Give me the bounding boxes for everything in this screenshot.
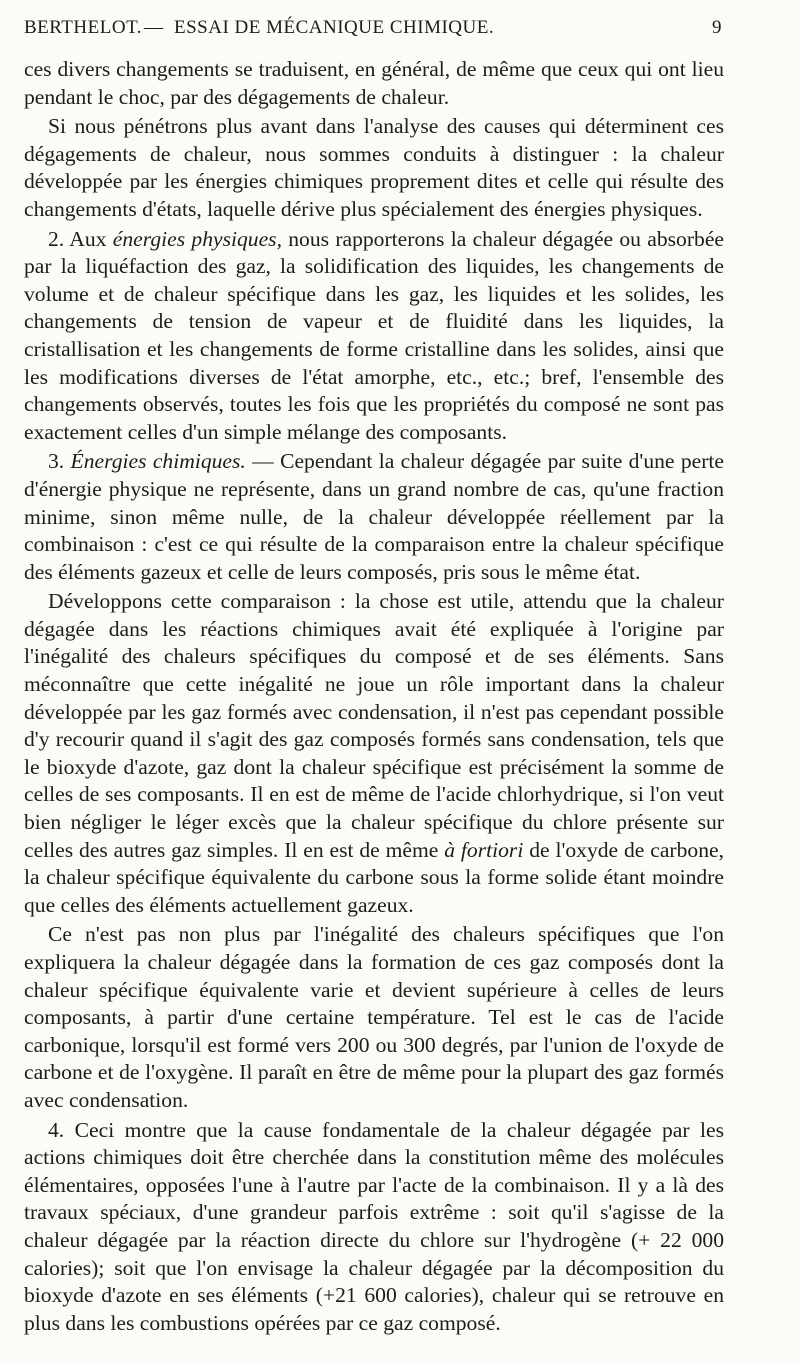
header-separator: — [144, 17, 164, 38]
section-number: 2. [48, 226, 65, 251]
paragraph-section-2 [24, 226, 724, 447]
paragraph-text: nous rapporterons la chaleur dégagée ou absorbée par la liquéfaction des gaz, la solidification des liquides, les changements de volume et de chaleur spécifique dans les gaz, les liquides et les solides, les changements de tension de vapeur et de fluidité dans les liquides, la cristallisation et les changements de forme cristalline dans les solides, ainsi que les modifications diverses de l'état amorphe, etc., etc.; bref, l'ensemble des changements observés, toutes les fois que les propriétés du composé ne sont pas exactement celles d'un simple mélange des composants. [24, 226, 724, 444]
paragraph-text: Si nous pénétrons plus avant dans l'analyse des causes qui déterminent ces dégagements de chaleur, nous sommes conduits à distinguer : la chaleur développée par les énergies chimiques proprement dites et celle qui résulte des changements d'états, laquelle dérive plus spécialement des énergies physiques. [24, 114, 724, 221]
paragraph-text: Ce n'est pas non plus par l'inégalité des chaleurs spécifiques que l'on expliquera la chaleur dégagée dans la formation de ces gaz composés dont la chaleur spécifique équivalente varie et devient supérieure à celles de leurs composants, à partir d'une certaine température. Tel est le cas de l'acide carbonique, lorsqu'il est formé vers 200 ou 300 degrés, par l'union de l'oxyde de carbone et de l'oxygène. Il paraît en être de même pour la plupart des gaz formés avec condensation. [24, 922, 724, 1112]
paragraph-text: ces divers changements se traduisent, en général, de même que ceux qui ont lieu pendant le choc, par des dégagements de chaleur. [24, 57, 724, 109]
header-title: ESSAI DE MÉCANIQUE CHIMIQUE. [174, 17, 495, 38]
paragraph-continuation [24, 56, 724, 111]
paragraph-text: Ceci montre que la cause fondamentale de la chaleur dégagée par les actions chimiques doit être cherchée dans la constitution même des molécules élémentaires, opposées l'une à l'autre par l'acte de la combinaison. Il y a là des travaux spéciaux, d'une grandeur parfois extrême : soit qu'il s'agisse de la chaleur dégagée par la réaction directe du chlore sur l'hydrogène (+ 22 000 calories); soit que l'on envisage la chaleur dégagée par la décomposition du bioxyde d'azote en ses éléments (+21 600 calories), chaleur qui se retrouve en plus dans les combustions opérées par ce gaz composé. [24, 1117, 724, 1335]
paragraph-comparison [24, 588, 724, 919]
header-author: BERTHELOT. [24, 17, 143, 38]
paragraph-lead: Aux [69, 226, 107, 251]
running-header [24, 17, 722, 47]
section-number: 4. [48, 1117, 65, 1142]
paragraph-section-4 [24, 1117, 724, 1338]
section-heading: énergies physiques, [112, 226, 282, 251]
paragraph-text: Développons cette comparaison : la chose est utile, attendu que la chaleur dégagée dans les réactions chimiques avait été expliquée à l'origine par l'inégalité des chaleurs spécifiques du composé et de ses éléments. Sans méconnaître que cette inégalité ne joue un rôle important dans la chaleur développée par les gaz formés avec condensation, il n'est pas cependant possible d'y recourir quand il s'agit des gaz composés formés sans condensation, tels que le bioxyde d'azote, gaz dont la chaleur spécifique est précisément la somme de celles de ses composants. Il en est de même de l'acide chlorhydrique, si l'on veut bien négliger le léger excès que la chaleur spécifique du chlore présente sur celles des autres gaz simples. Il en est de même [24, 589, 724, 862]
paragraph-text: de l'oxyde de carbone, la chaleur spécifique équivalente du carbone sous la forme solide étant moindre que celles des éléments actuellement gazeux. [24, 837, 724, 917]
section-number: 3. [48, 449, 65, 474]
paragraph-distinction [24, 113, 724, 223]
emphasis-fortiori: à fortiori [444, 837, 524, 862]
section-heading: Énergies chimiques. [70, 449, 246, 474]
page-number: 9 [712, 17, 722, 38]
paragraph-text: — Cependant la chaleur dégagée par suite d'une perte d'énergie physique ne représente, dans un grand nombre de cas, qu'une fraction minime, sinon même nulle, de la chaleur développée réellement par la combinaison : c'est ce qui résulte de la comparaison entre la chaleur spécifique des éléments gazeux et celle de leurs composés, pris sous le même état. [24, 449, 724, 584]
paragraph-section-3 [24, 448, 724, 586]
page-body [24, 56, 724, 1337]
paragraph-specific-heat [24, 921, 724, 1114]
